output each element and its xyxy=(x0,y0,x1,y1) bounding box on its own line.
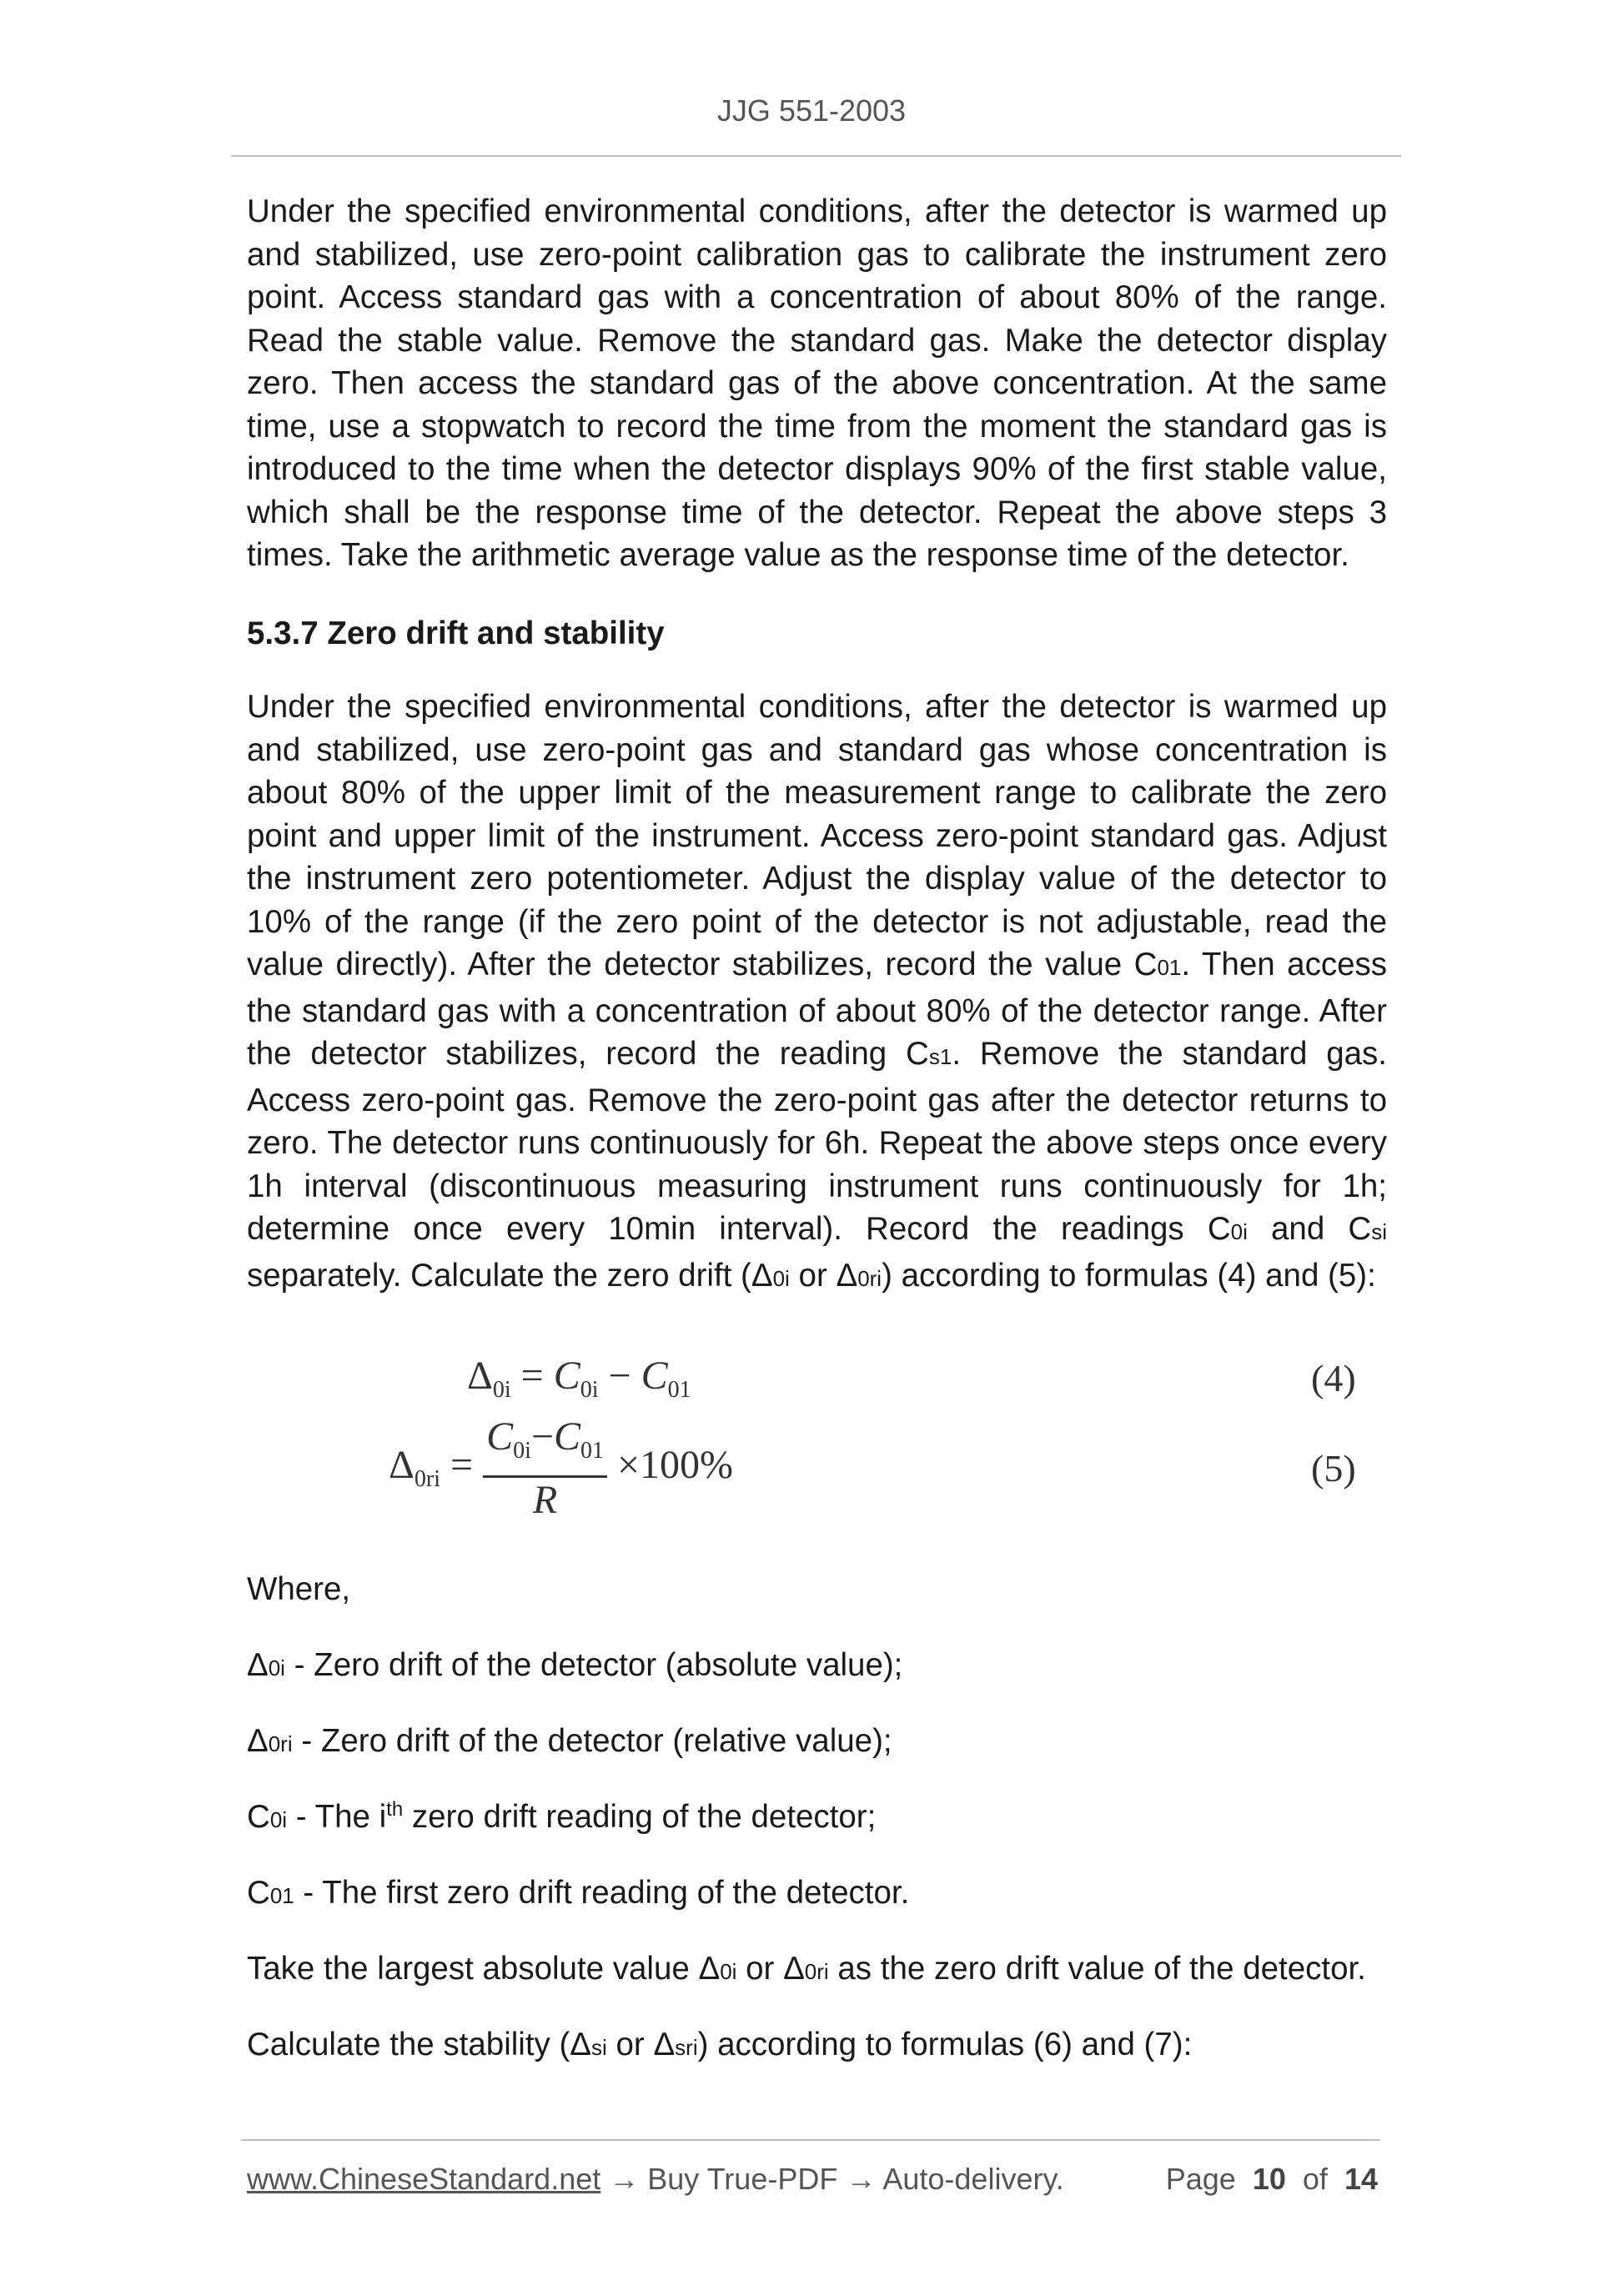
subscript: 01 xyxy=(269,1883,294,1908)
buy-pdf-text: Buy True-PDF xyxy=(647,2162,838,2196)
text-run: ) according to formulas (4) and (5): xyxy=(882,1257,1376,1294)
formula-4 xyxy=(467,1353,691,1404)
where-label-container xyxy=(247,1568,1387,1611)
delta-symbol: Δ xyxy=(389,1443,415,1488)
subscript: 01 xyxy=(1157,955,1182,980)
symbol: C xyxy=(247,1875,270,1911)
formula-subscript: 0i xyxy=(513,1438,531,1464)
subscript: 0i xyxy=(720,1959,737,1984)
text-run: Take the largest absolute value Δ xyxy=(247,1951,721,1987)
subscript: 0i xyxy=(268,1655,285,1681)
variable-c: C xyxy=(486,1414,514,1459)
page-indicator xyxy=(1166,2162,1378,2197)
footer-divider xyxy=(241,2139,1380,2141)
formula-subscript: 0i xyxy=(580,1377,599,1403)
subscript: 0ri xyxy=(268,1731,293,1756)
equals-sign: = xyxy=(520,1354,544,1398)
definition-item xyxy=(247,1796,1387,1842)
of-label: of xyxy=(1302,2162,1328,2196)
text-run: separately. Calculate the zero drift (Δ xyxy=(247,1257,773,1294)
subscript: 0ri xyxy=(857,1265,882,1291)
section-heading: 5.3.7 Zero drift and stability xyxy=(247,615,665,651)
symbol: C xyxy=(247,1799,270,1835)
subscript: s1 xyxy=(928,1044,952,1069)
fraction-numerator xyxy=(483,1414,607,1478)
formula-subscript: 0i xyxy=(492,1377,511,1403)
variable-c: C xyxy=(553,1354,580,1398)
largest-value-paragraph xyxy=(247,1947,1387,1994)
subscript: sri xyxy=(675,2035,698,2060)
subscript: 0i xyxy=(772,1265,790,1291)
equals-sign: = xyxy=(450,1443,474,1488)
header-divider xyxy=(231,155,1401,157)
equation-number-5: (5) xyxy=(1311,1447,1356,1490)
fraction-denominator xyxy=(483,1478,607,1523)
text-run: or Δ xyxy=(606,2027,676,2062)
total-pages: 14 xyxy=(1344,2162,1378,2196)
subscript: si xyxy=(1371,1219,1387,1244)
formula-5 xyxy=(389,1414,733,1523)
variable-r: R xyxy=(532,1478,558,1522)
definition-text xyxy=(247,1720,1387,1766)
text-run: or Δ xyxy=(736,1951,805,1987)
text-run: . Remove the standard gas. Access zero-point gas. Remove the zero-point gas after the detector returns to zero. The detector runs continuously for 6h. Repeat the above steps once every 1h interval (discontinuous measuring instrument runs continuously for 1h; determine once every 10min interval). Record the readings C xyxy=(247,1036,1388,1247)
definition-item xyxy=(247,1644,1387,1691)
page-label: Page xyxy=(1165,2162,1236,2196)
symbol: Δ xyxy=(247,1647,269,1683)
formula-subscript: 01 xyxy=(580,1438,604,1464)
document-code-header: JJG 551-2003 xyxy=(716,93,907,128)
definition-item xyxy=(247,1871,1387,1918)
minus-sign: − xyxy=(530,1414,554,1459)
symbol: Δ xyxy=(247,1723,269,1759)
text-run: as the zero drift value of the detector. xyxy=(828,1951,1366,1987)
percent-factor: ×100% xyxy=(616,1443,734,1488)
equation-number-4: (4) xyxy=(1311,1357,1356,1399)
website-link[interactable]: www.ChineseStandard.net xyxy=(247,2162,601,2196)
text-run: or Δ xyxy=(789,1257,858,1294)
subscript: 0i xyxy=(1230,1219,1248,1244)
subscript: si xyxy=(591,2035,607,2060)
where-label: Where, xyxy=(247,1571,351,1607)
paragraph-text: Under the specified environmental conditions, after the detector is warmed up and stabilized, use zero-point calibration gas to calibrate the instrument zero point. Access standard gas with a concentration of about 80% of the range. Read the stable value. Remove the standard gas. Make the detector display zero. Then access the standard gas of the above concentration. At the same time, use a stopwatch to record the time from the moment the standard gas is introduced to the time when the detector displays 90% of the first stable value, which shall be the response time of the detector. Repeat the above steps 3 times. Take the arithmetic average value as the response time of the detector. xyxy=(247,193,1387,573)
minus-sign: − xyxy=(608,1354,631,1398)
section-heading-container xyxy=(247,612,1387,656)
definition-text xyxy=(247,1644,1387,1691)
subscript: 0i xyxy=(269,1807,288,1832)
definition-text xyxy=(247,1871,1387,1918)
variable-c: C xyxy=(553,1414,580,1459)
arrow-icon: → xyxy=(837,2162,883,2196)
text-run: and C xyxy=(1247,1211,1372,1247)
text-run: Calculate the stability (Δ xyxy=(247,2027,592,2062)
definition-description: - Zero drift of the detector (relative value); xyxy=(292,1723,892,1759)
paragraph-text xyxy=(247,2023,1387,2070)
footer-promo xyxy=(247,2162,1064,2197)
subscript: 0ri xyxy=(804,1959,829,1984)
paragraph-text xyxy=(247,1947,1387,1994)
definition-text xyxy=(247,1796,1387,1842)
definition-description: - The first zero drift reading of the detector. xyxy=(294,1875,910,1911)
formula-subscript: 0ri xyxy=(414,1466,440,1493)
formula-subscript: 01 xyxy=(667,1377,691,1403)
text-run: . Then access the standard gas with a concentration of about 80% of the detector range. After the detector stabilizes, record the reading C xyxy=(247,947,1387,1072)
paragraph-text xyxy=(247,686,1387,1300)
response-time-paragraph xyxy=(247,190,1387,577)
text-run: Under the specified environmental conditions, after the detector is warmed up and stabilized, use zero-point gas and standard gas whose concentration is about 80% of the upper limit of the measurement range to calibrate the zero point and upper limit of the instrument. Access zero-point standard gas. Adjust the instrument zero potentiometer. Adjust the display value of the detector to 10% of the range (if the zero point of the detector is not adjustable, read the value directly). After the detector stabilizes, record the value C xyxy=(247,689,1387,982)
fraction xyxy=(483,1414,607,1523)
superscript: th xyxy=(386,1798,404,1821)
definition-description: - Zero drift of the detector (absolute value); xyxy=(284,1647,903,1683)
arrow-icon: → xyxy=(600,2162,648,2196)
stability-paragraph xyxy=(247,2023,1387,2070)
variable-c: C xyxy=(641,1354,668,1398)
current-page: 10 xyxy=(1252,2162,1286,2196)
definition-description: zero drift reading of the detector; xyxy=(403,1799,877,1835)
definition-item xyxy=(247,1720,1387,1766)
zero-drift-paragraph xyxy=(247,686,1387,1300)
delta-symbol: Δ xyxy=(467,1354,493,1398)
definition-description: - The i xyxy=(287,1799,387,1835)
text-run: ) according to formulas (6) and (7): xyxy=(697,2027,1193,2062)
auto-delivery-text: Auto-delivery. xyxy=(882,2162,1064,2196)
